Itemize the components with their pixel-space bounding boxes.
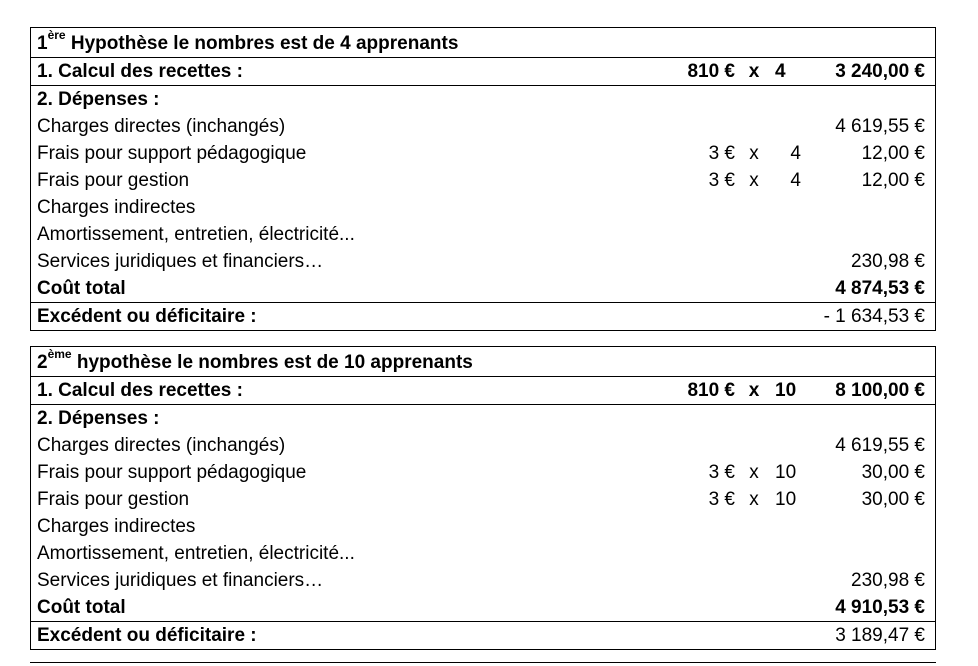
management-fees-quantity: 10 [775,489,797,510]
receipts-row [31,58,935,86]
indirect-charges-row [31,194,935,221]
management-fees-label: Frais pour gestion [37,170,190,191]
support-fees-quantity: 10 [775,462,797,483]
receipts-total: 8 100,00 € [835,380,925,401]
receipts-quantity: 4 [775,61,786,82]
services-total: 230,98 € [851,570,925,591]
hypothesis-1-table [30,27,936,331]
receipts-multiply: x [748,380,760,401]
amortization-row [31,540,935,567]
services-label: Services juridiques et financiers… [37,251,324,272]
title-text: Hypothèse le nombres est de 4 apprenants [65,33,459,54]
result-label: Excédent ou déficitaire : [37,306,257,327]
result-label: Excédent ou déficitaire : [37,625,257,646]
services-label: Services juridiques et financiers… [37,570,324,591]
result-row [31,303,935,330]
receipts-total: 3 240,00 € [835,61,925,82]
receipts-quantity: 10 [775,380,797,401]
support-fees-multiply: x [749,462,759,483]
support-fees-label: Frais pour support pédagogique [37,143,307,164]
support-fees-row [31,140,935,167]
direct-charges-total: 4 619,55 € [835,435,925,456]
services-row [31,567,935,594]
support-fees-total: 30,00 € [861,462,925,483]
receipts-unit-price: 810 € [687,380,735,401]
direct-charges-total: 4 619,55 € [835,116,925,137]
total-cost-row [31,594,935,622]
indirect-charges-label: Charges indirectes [37,516,196,537]
total-cost-row [31,275,935,303]
management-fees-total: 12,00 € [861,170,925,191]
support-fees-multiply: x [749,143,759,164]
total-cost-label: Coût total [37,278,126,299]
expenses-label: 2. Dépenses : [37,89,160,110]
hypothesis-title [31,347,935,377]
title-superscript: ère [47,27,66,42]
support-fees-total: 12,00 € [861,143,925,164]
total-cost-value: 4 874,53 € [835,278,925,299]
management-fees-row [31,486,935,513]
amortization-label: Amortissement, entretien, électricité... [37,543,355,564]
amortization-label: Amortissement, entretien, électricité... [37,224,355,245]
direct-charges-row [31,113,935,140]
management-fees-unit: 3 € [708,170,735,191]
direct-charges-label: Charges directes (inchangés) [37,116,286,137]
support-fees-row [31,459,935,486]
total-cost-label: Coût total [37,597,126,618]
title-superscript: ème [47,346,72,361]
expenses-heading-row [31,405,935,432]
management-fees-quantity: 4 [790,170,801,191]
indirect-charges-label: Charges indirectes [37,197,196,218]
hypothesis-2-table [30,346,936,650]
management-fees-total: 30,00 € [861,489,925,510]
management-fees-multiply: x [749,489,759,510]
management-fees-label: Frais pour gestion [37,489,190,510]
support-fees-unit: 3 € [708,143,735,164]
receipts-unit-price: 810 € [687,61,735,82]
services-total: 230,98 € [851,251,925,272]
amortization-row [31,221,935,248]
result-row [31,622,935,649]
support-fees-unit: 3 € [708,462,735,483]
result-value: - 1 634,53 € [823,306,925,327]
total-cost-value: 4 910,53 € [835,597,925,618]
management-fees-unit: 3 € [708,489,735,510]
support-fees-label: Frais pour support pédagogique [37,462,307,483]
expenses-label: 2. Dépenses : [37,408,160,429]
hypothesis-title [31,28,935,58]
title-text: hypothèse le nombres est de 10 apprenants [71,352,473,373]
indirect-charges-row [31,513,935,540]
result-value: 3 189,47 € [835,625,925,646]
title-number: 1 [37,33,48,54]
expenses-heading-row [31,86,935,113]
direct-charges-row [31,432,935,459]
receipts-label: 1. Calcul des recettes : [37,61,243,82]
direct-charges-label: Charges directes (inchangés) [37,435,286,456]
support-fees-quantity: 4 [790,143,801,164]
receipts-label: 1. Calcul des recettes : [37,380,243,401]
management-fees-multiply: x [749,170,759,191]
management-fees-row [31,167,935,194]
services-row [31,248,935,275]
title-number: 2 [37,352,48,373]
receipts-row [31,377,935,405]
receipts-multiply: x [748,61,760,82]
bottom-divider [30,662,936,663]
